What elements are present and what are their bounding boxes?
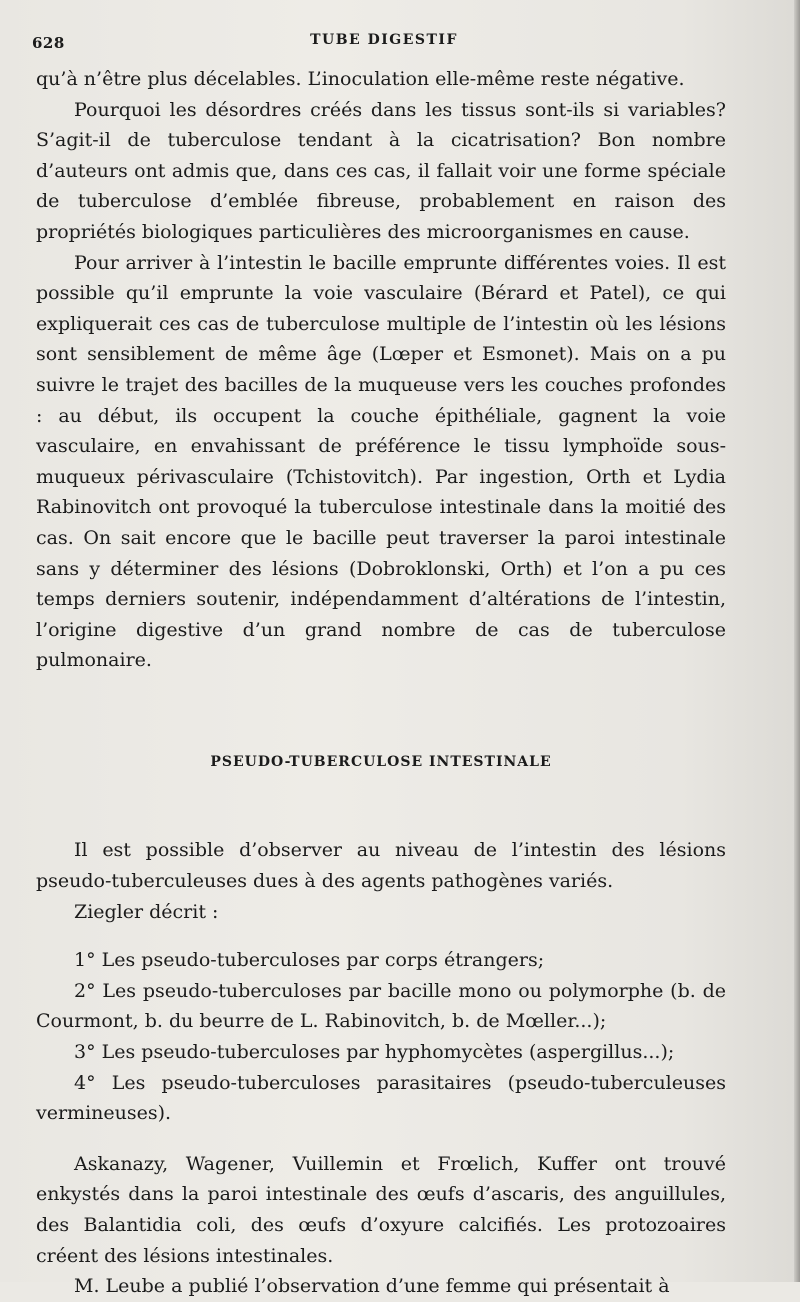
paragraph: Il est possible d’observer au niveau de l’intestin des lésions pseudo-tuberculeuses dues à des agents pathogènes variés. — [36, 839, 726, 893]
running-head: TUBE DIGESTIF — [310, 32, 458, 48]
paragraph: Askanazy, Wagener, Vuillemin et Frœlich, Kuffer ont trouvé enkystés dans la paroi intestinale des œufs d’ascaris, des anguillules, des Balantidia coli, des œufs d’oxyure calcifiés. Les protozoaires créent des lésions intestinales. — [36, 1152, 726, 1267]
section-title: PSEUDO-TUBERCULOSE INTESTINALE — [210, 753, 552, 770]
paragraph: Pour arriver à l’intestin le bacille emprunte différentes voies. Il est possible qu’il emprunte la voie vasculaire (Bérard et Patel), ce qui expliquerait ces cas de tuberculose multiple de l’intestin où les lésions sont sensiblement de même âge (Lœper et Esmonet). Mais on a pu suivre le trajet des bacilles de la muqueuse vers les couches profondes : au début, ils occupent la couche épithéliale, gagnent la voie vasculaire, en envahissant de préférence le tissu lymphoïde sous-muqueux périvasculaire (Tchistovitch). Par ingestion, Orth et Lydia Rabinovitch ont provoqué la tuberculose intestinale dans la moitié des cas. On sait encore que le bacille peut traverser la paroi intestinale sans y déterminer des lésions (Dobroklonski, Orth) et l’on a pu ces temps derniers soutenir, indépendamment d’altérations de l’intestin, l’origine digestive d’un grand nombre de cas de tuberculose pulmonaire. — [36, 251, 726, 672]
paragraph-continuation: qu’à n’être plus décelables. L’inoculation elle-même reste négative. — [36, 68, 685, 90]
paragraph: Ziegler décrit : — [74, 900, 219, 923]
list-item: 4° Les pseudo-tuberculoses parasitaires (pseudo-tuberculeuses vermineuses). — [36, 1071, 726, 1125]
list-item: 3° Les pseudo-tuberculoses par hyphomycètes (aspergillus...); — [74, 1041, 675, 1064]
paragraph: M. Leube a publié l’observation d’une femme qui présentait à — [74, 1275, 670, 1298]
paragraph: Pourquoi les désordres créés dans les tissus sont-ils si variables? S’agit-il de tuberculose tendant à la cicatrisation? Bon nombre d’auteurs ont admis que, dans ces cas, il fallait voir une forme spéciale de tuberculose d’emblée fibreuse, probablement en raison des propriétés biologiques particulières des microorganismes en cause. — [36, 98, 726, 243]
page-edge-shadow — [794, 0, 800, 1282]
list-item: 2° Les pseudo-tuberculoses par bacille mono ou polymorphe (b. de Courmont, b. du beurre de L. Rabinovitch, b. de Mœller...); — [36, 979, 726, 1033]
list-item: 1° Les pseudo-tuberculoses par corps étrangers; — [74, 949, 545, 972]
page-body — [36, 64, 726, 1302]
page-number: 628 — [32, 34, 65, 52]
page-header — [30, 30, 738, 58]
